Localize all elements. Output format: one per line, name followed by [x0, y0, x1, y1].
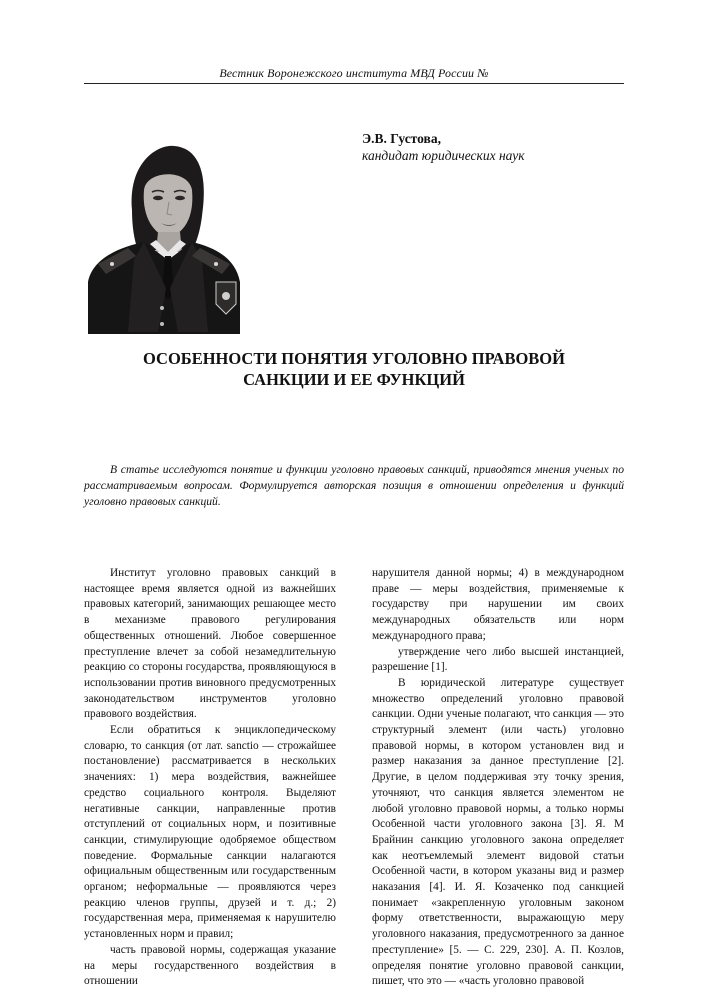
author-portrait-image	[88, 132, 240, 334]
article-title-line-2: САНКЦИИ И ЕЕ ФУНКЦИЙ	[243, 370, 465, 389]
paragraph: Если обратиться к энциклопедическому словарю, то санкция (от лат. sanctio — строжайшее постановление) рассматривается в нескольких значениях: 1) мера воздействия, важнейшее средство социального контроля. Выделяют негативные санкции, направленные против отступлений от социальных норм, и позитивные санкции, стимулирующие одобряемое обществом поведение. Формальные санкции налагаются официальным общественным или государственным органом; неформальные — проявляются через реакцию членов группы, друзей и т. д.; 2) государственная мера, применяемая к нарушителю установленных норм и правил;	[84, 724, 336, 941]
paragraph: нарушителя данной нормы; 4) в международном праве — меры воздействия, применяемые к государству при нарушении им своих международных обязательств или норм международного права;	[372, 567, 624, 642]
header-divider	[84, 83, 624, 84]
paragraph: утверждение чего либо высшей инстанцией, разрешение [1].	[372, 645, 624, 674]
paragraph: Институт уголовно правовых санкций в настоящее время является одной из важнейших правовых категорий, занимающих решающее место в механизме правового регулирования общественных отношений. Любое совершенное преступление влечет за собой незамедлительную реакцию со стороны государства, проявляющуюся в использовании против виновного предусмотренных законодательством инструментов уголовно правового воздействия.	[84, 567, 336, 721]
journal-header: Вестник Воронежского института МВД России №	[219, 66, 489, 80]
author-photo	[88, 132, 240, 334]
body-column-left	[84, 566, 336, 990]
body-column-right	[372, 566, 624, 990]
article-title	[84, 348, 624, 390]
abstract: В статье исследуются понятие и функции уголовно правовых санкций, приводятся мнения ученых по рассматриваемым вопросам. Формулируется авторская позиция в отношении определения и функций уголовно правовых санкций.	[84, 463, 624, 508]
author-degree: кандидат юридических наук	[362, 148, 525, 163]
paragraph: В юридической литературе существует множество определений уголовно правовой санкции. Одни ученые полагают, что санкция — это структурный элемент (или часть) уголовно правовой нормы, в котором установлен вид и размер наказания за данное преступление [2]. Другие, в целом поддерживая эту точку зрения, уточняют, что санкция является элементом не любой уголовно правовой нормы, а только нормы Особенной части уголовного закона [3]. Я. М Брайнин санкцию уголовного закона определяет как неотъемлемый элемент видовой статьи Особенной части, в котором указаны вид и размер наказания [4]. И. Я. Козаченко под санкцией понимает «закрепленную уголовным законом форму ответственности, выражающую меру уголовного наказания, предусмотренного за данное преступление» [5. — С. 229, 230]. А. П. Козлов, определяя понятие уголовно правовой санкции, пишет, что это — «часть уголовно правовой	[372, 676, 625, 988]
author-name: Э.В. Густова,	[362, 131, 441, 146]
paragraph: часть правовой нормы, содержащая указание на меры государственного воздействия в отношении	[84, 943, 336, 988]
article-title-line-1: ОСОБЕННОСТИ ПОНЯТИЯ УГОЛОВНО ПРАВОВОЙ	[143, 349, 565, 368]
